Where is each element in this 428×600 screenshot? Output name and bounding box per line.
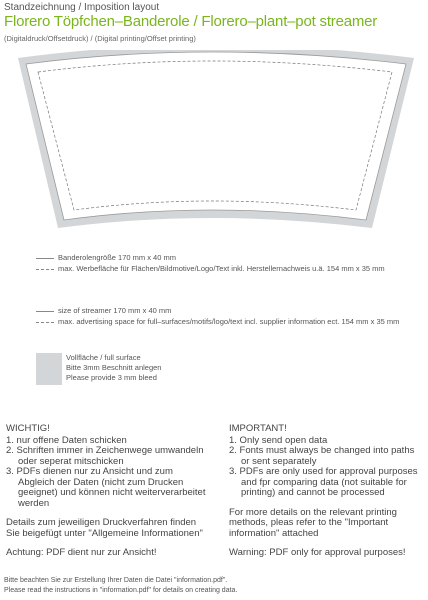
legend-size-en: size of streamer 170 mm x 40 mm: [36, 306, 171, 315]
list-item: 3. PDFs are only used for approval purposes and fpr comparing data (not suitable for printing) and cannot be processed: [229, 466, 418, 498]
list-item: 3. PDFs dienen nur zu Ansicht und zum Abgleich der Daten (nicht zum Drucken geeignet) und können nicht weiterverarbeitet werden: [6, 466, 206, 509]
dashed-line-icon: [36, 322, 54, 323]
list-item: 2. Schriften immer in Zeichenwege umwandeln oder seperat mitschicken: [6, 445, 204, 467]
notes-heading: WICHTIG!: [6, 423, 50, 434]
list-item: 1. nur offene Daten schicken: [6, 434, 127, 446]
streamer-outline: [26, 52, 406, 220]
notes-german: [6, 424, 206, 559]
notes-heading: IMPORTANT!: [229, 423, 287, 434]
bleed-swatch: [36, 353, 62, 385]
legend-size-de: Banderolengröße 170 mm x 40 mm: [36, 253, 176, 262]
footer-de: Bitte beachten Sie zur Erstellung Ihrer Daten die Datei "information.pdf".: [4, 577, 228, 584]
solid-line-icon: [36, 258, 54, 259]
dashed-line-icon: [36, 269, 54, 270]
legend-area-de: max. Werbefläche für Flächen/Bildmotive/Logo/Text inkl. Herstellernachweis u.ä. 154 mm x 35 mm: [36, 264, 385, 273]
solid-line-icon: [36, 311, 54, 312]
notes-warning: Achtung: PDF dient nur zur Ansicht!: [6, 547, 157, 558]
notes-english: [229, 424, 425, 559]
bleed-legend: Vollfläche / full surface Bitte 3mm Beschnitt anlegen Please provide 3 mm bleed: [66, 353, 162, 382]
list-item: 2. Fonts must always be changed into paths or sent separately: [229, 445, 415, 467]
footer-en: Please read the instructions in "information.pdf" for details on creating data.: [4, 587, 238, 594]
layout-label: Standzeichnung / Imposition layout: [4, 2, 160, 13]
list-item: 1. Only send open data: [229, 434, 328, 446]
legend-area-en: max. advertising space for full–surfaces/motifs/logo/text incl. supplier information ect. 154 mm x 35 mm: [36, 317, 399, 326]
page-title: Florero Töpfchen–Banderole / Florero–plant–pot streamer: [4, 13, 378, 30]
notes-warning: Warning: PDF only for approval purposes!: [229, 547, 406, 558]
notes-details: For more details on the relevant printing methods, pleas refer to the "Important information" attached: [229, 506, 397, 539]
page-subtitle: (Digitaldruck/Offsetdruck) / (Digital printing/Offset printing): [4, 34, 196, 43]
notes-details: Details zum jeweiligen Druckverfahren finden Sie beigefügt unter "Allgemeine Informationen": [6, 517, 203, 539]
streamer-diagram: [0, 50, 428, 235]
